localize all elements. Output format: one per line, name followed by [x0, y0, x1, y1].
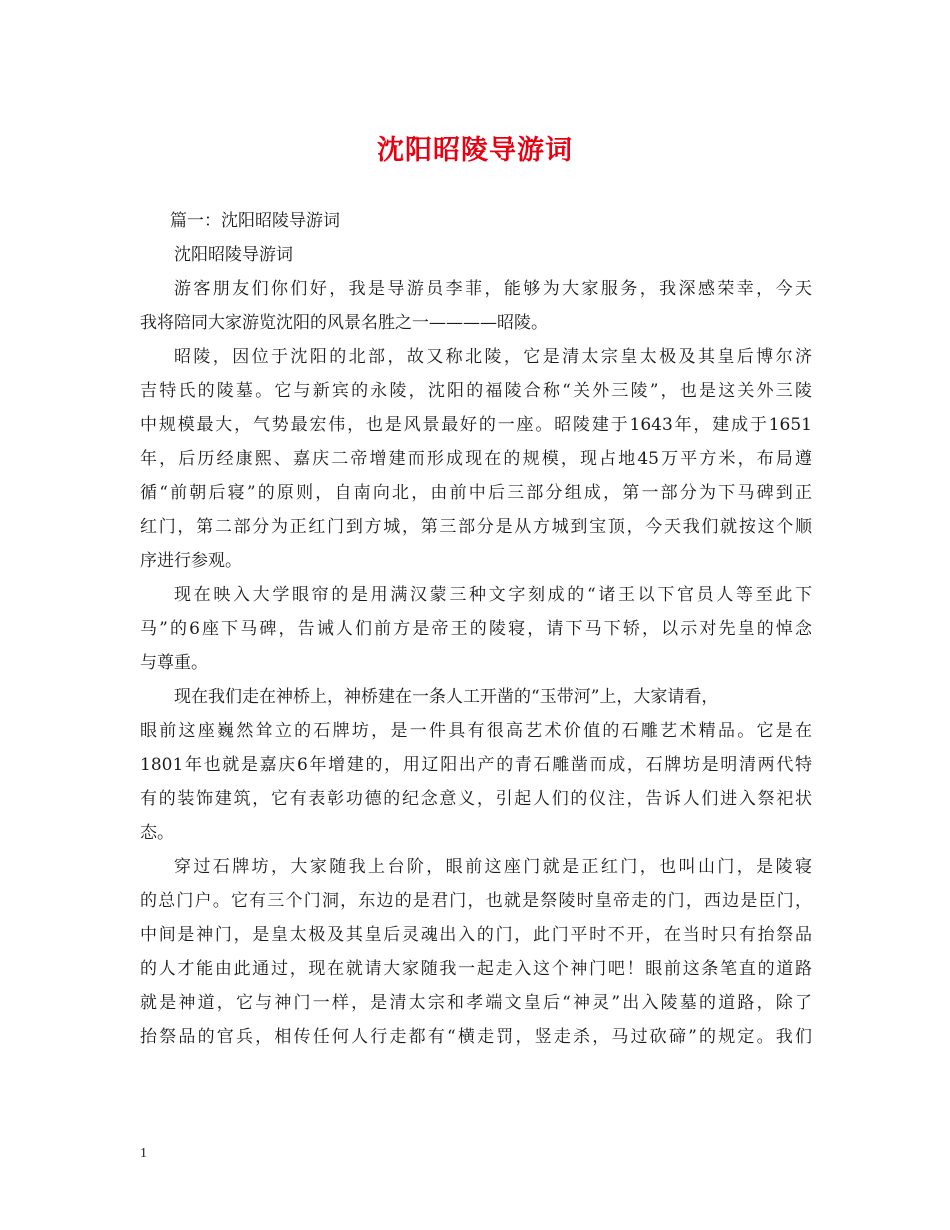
paragraph-line: 现在映入大学眼帘的是用满汉蒙三种文字刻成的“诸王以下官员人等至此下	[174, 585, 812, 605]
paragraph-line: 有的装饰建筑，它有表彰功德的纪念意义，引起人们的仪注，告诉人们进入祭祀状	[140, 789, 812, 809]
paragraph-line: 吉特氏的陵墓。它与新宾的永陵，沈阳的福陵合称“关外三陵”，也是这关外三陵	[140, 381, 812, 401]
section-heading: 篇一：沈阳昭陵导游词	[170, 211, 340, 231]
paragraph-line: 现在我们走在神桥上，神桥建在一条人工开凿的“玉带河”上，大家请看，	[174, 687, 719, 707]
paragraph-line: 红门，第二部分为正红门到方城，第三部分是从方城到宝顶，今天我们就按这个顺	[140, 517, 812, 537]
paragraph-line: 态。	[140, 823, 174, 843]
paragraph-line: 眼前这座巍然耸立的石牌坊，是一件具有很高艺术价值的石雕艺术精品。它是在	[140, 721, 812, 741]
paragraph-line: 序进行参观。	[140, 551, 242, 571]
paragraph-line: 穿过石牌坊，大家随我上台阶，眼前这座门就是正红门，也叫山门，是陵寝	[174, 857, 812, 877]
paragraph-line: 我将陪同大家游览沈阳的风景名胜之一————昭陵。	[140, 313, 548, 333]
paragraph-line: 抬祭品的官兵，相传任何人行走都有“横走罚，竖走杀，马过砍碲”的规定。我们	[140, 1027, 812, 1047]
paragraph-line: 中规模最大，气势最宏伟，也是风景最好的一座。昭陵建于1643年，建成于1651	[140, 415, 812, 435]
document-body	[140, 204, 812, 1054]
paragraph-line: 中间是神门，是皇太极及其皇后灵魂出入的门，此门平时不开，在当时只有抬祭品	[140, 925, 812, 945]
paragraph	[140, 680, 812, 850]
paragraph	[140, 272, 812, 340]
paragraph-line: 1801年也就是嘉庆6年增建的，用辽阳出产的青石雕凿而成，石牌坊是明清两代特	[140, 755, 812, 775]
paragraph-line: 的人才能由此通过，现在就请大家随我一起走入这个神门吧！眼前这条笔直的道路	[140, 959, 812, 979]
paragraph	[140, 578, 812, 680]
paragraph-line: 循“前朝后寝”的原则，自南向北，由前中后三部分组成，第一部分为下马碑到正	[140, 483, 812, 503]
paragraph-line: 昭陵，因位于沈阳的北部，故又称北陵，它是清太宗皇太极及其皇后博尔济	[174, 347, 812, 367]
page-number: 1	[140, 1146, 147, 1161]
paragraph	[140, 340, 812, 578]
paragraph-line: 与尊重。	[140, 653, 208, 673]
paragraph	[140, 850, 812, 1054]
paragraph-line: 的总门户。它有三个门洞，东边的是君门，也就是祭陵时皇帝走的门，西边是臣门，	[140, 891, 812, 911]
paragraph-line: 年，后历经康熙、嘉庆二帝增建而形成现在的规模，现占地45万平方米，布局遵	[140, 449, 812, 469]
subheading: 沈阳昭陵导游词	[174, 245, 293, 265]
page-title: 沈阳昭陵导游词	[377, 135, 573, 166]
paragraph-line: 马”的6座下马碑，告诫人们前方是帝王的陵寝，请下马下轿，以示对先皇的悼念	[140, 619, 812, 639]
paragraph-line: 就是神道，它与神门一样，是清太宗和孝端文皇后“神灵”出入陵墓的道路，除了	[140, 993, 812, 1013]
paragraph-line: 游客朋友们你们好，我是导游员李菲，能够为大家服务，我深感荣幸，今天	[174, 279, 812, 299]
